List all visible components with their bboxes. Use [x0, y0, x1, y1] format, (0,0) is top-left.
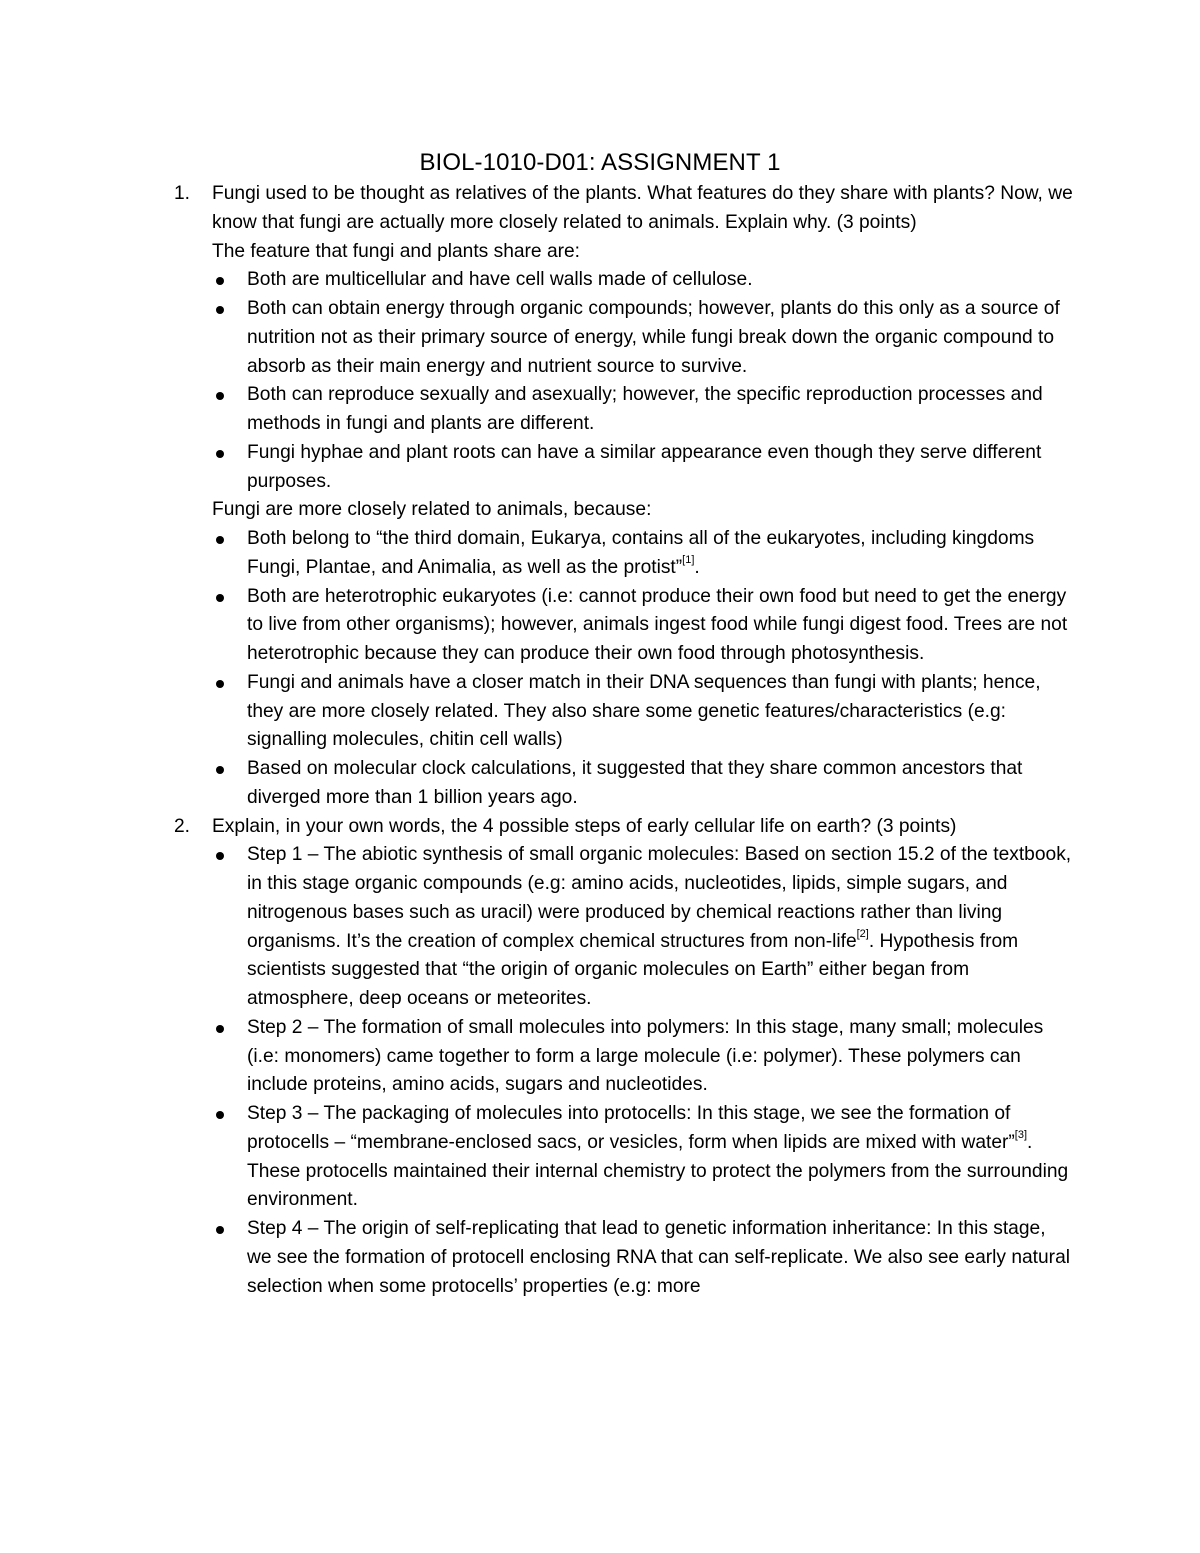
answer-heading: Fungi are more closely related to animals, because: [212, 499, 652, 521]
question-number: 2. [174, 815, 191, 837]
bullet-icon [216, 680, 224, 688]
question-1 [174, 180, 1074, 238]
citation-marker: [1] [682, 554, 695, 567]
bullet-icon [216, 392, 224, 400]
bullet-icon [216, 766, 224, 774]
list-item: Fungi and animals have a closer match in their DNA sequences than fungi with plants; hence, they are more closely related. They also share some genetic features/characteristics (e.g: signalling molecules, chitin cell walls) [247, 669, 1074, 755]
bullet-icon [216, 1111, 224, 1119]
bullet-icon [216, 852, 224, 860]
document-body [174, 180, 1074, 1301]
bullet-list [174, 841, 1074, 1301]
list-item: Based on molecular clock calculations, it suggested that they share common ancestors that diverged more than 1 billion years ago. [247, 755, 1074, 813]
list-item: Both are multicellular and have cell walls made of cellulose. [247, 266, 1074, 295]
bullet-icon [216, 1226, 224, 1234]
list-item: Fungi hyphae and plant roots can have a similar appearance even though they serve different purposes. [247, 439, 1074, 497]
document-title: BIOL-1010-D01: ASSIGNMENT 1 [419, 149, 781, 176]
bullet-list [174, 525, 1074, 813]
bullet-icon [216, 277, 224, 285]
citation-marker: [2] [856, 928, 869, 941]
answer-heading: The feature that fungi and plants share are: [212, 240, 581, 262]
citation-marker: [3] [1014, 1129, 1028, 1142]
list-item: Step 2 – The formation of small molecules into polymers: In this stage, many small; molecules (i.e: monomers) came together to form a large molecule (i.e: polymer). These polymers can include proteins, amino acids, sugars and nucleotides. [247, 1014, 1074, 1100]
bullet-icon [216, 536, 224, 544]
bullet-icon [216, 450, 224, 458]
list-item: Step 1 – The abiotic synthesis of small organic molecules: Based on section 15.2 of the textbook, in this stage organic compounds (e.g: amino acids, nucleotides, lipids, simple sugars, and nitrogenous bases such as uracil) were produced by chemical reactions rather than living organisms. It’s the creation of complex chemical structures from non-life[2]. Hypothesis from scientists suggested that “the origin of organic molecules on Earth” either began from atmosphere, deep oceans or meteorites. [247, 841, 1074, 1014]
question-prompt: Explain, in your own words, the 4 possible steps of early cellular life on earth? (3 points) [212, 815, 957, 837]
list-item: Both can reproduce sexually and asexually; however, the specific reproduction processes and methods in fungi and plants are different. [247, 381, 1074, 439]
bullet-icon [216, 1025, 224, 1033]
question-prompt: Fungi used to be thought as relatives of the plants. What features do they share with plants? Now, we know that fungi are actually more closely related to animals. Explain why. (3 points) [212, 183, 1073, 233]
list-item: Both can obtain energy through organic compounds; however, plants do this only as a source of nutrition not as their primary source of energy, while fungi break down the organic compound to absorb as their main energy and nutrient source to survive. [247, 295, 1074, 381]
list-item: Step 4 – The origin of self-replicating that lead to genetic information inheritance: In this stage, we see the formation of protocell enclosing RNA that can self-replicate. We also see early natural selection when some protocells’ properties (e.g: more [247, 1215, 1074, 1301]
bullet-icon [216, 594, 224, 602]
bullet-icon [216, 306, 224, 314]
question-number: 1. [174, 183, 191, 204]
list-item: Step 3 – The packaging of molecules into protocells: In this stage, we see the formation of protocells – “membrane-enclosed sacs, or vesicles, form when lipids are mixed with water”[3]. These protocells maintained their internal chemistry to protect the polymers from the surrounding environment. [247, 1100, 1074, 1215]
question-2 [174, 813, 1074, 842]
list-item: Both belong to “the third domain, Eukarya, contains all of the eukaryotes, including kingdoms Fungi, Plantae, and Animalia, as well as the protist”[1]. [247, 525, 1074, 583]
list-item: Both are heterotrophic eukaryotes (i.e: cannot produce their own food but need to get the energy to live from other organisms); however, animals ingest food while fungi digest food. Trees are not heterotrophic because they can produce their own food through photosynthesis. [247, 583, 1074, 669]
bullet-list [174, 266, 1074, 496]
